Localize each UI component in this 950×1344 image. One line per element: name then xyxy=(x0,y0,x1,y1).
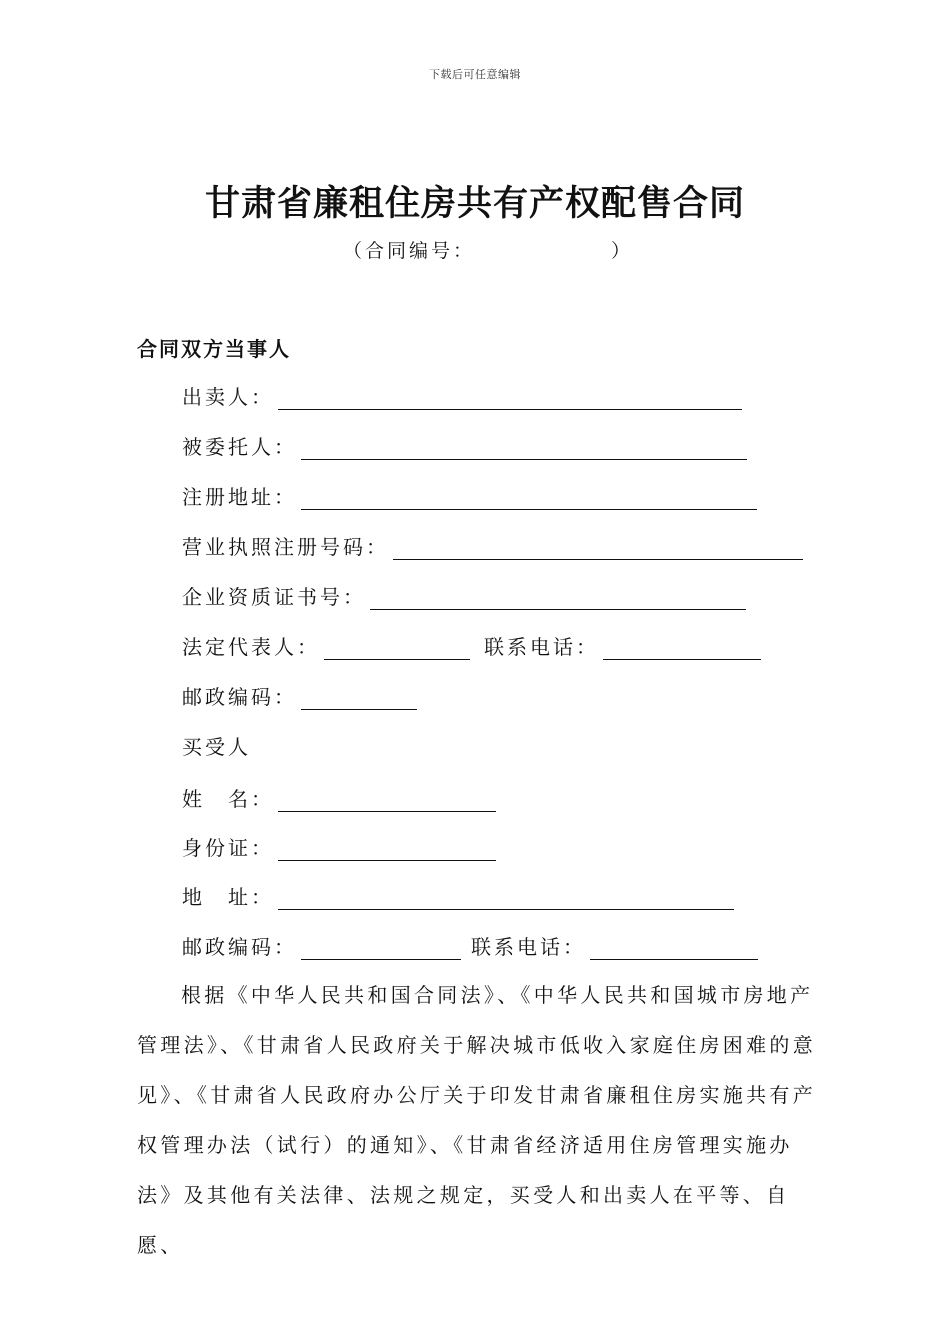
registered-address-field[interactable] xyxy=(301,487,757,510)
legal-rep-label: 法定代表人： xyxy=(182,635,320,659)
seller-phone-field[interactable] xyxy=(603,637,761,660)
header-note: 下载后可任意编辑 xyxy=(429,68,521,81)
buyer-address-label: 地 址： xyxy=(182,885,274,909)
seller-postcode-field[interactable] xyxy=(301,687,417,710)
buyer-heading xyxy=(182,728,251,760)
buyer-name-field[interactable] xyxy=(278,789,496,812)
buyer-postcode-label: 邮政编码： xyxy=(182,935,297,959)
qualification-field[interactable] xyxy=(370,587,746,610)
legal-rep-row xyxy=(182,628,761,660)
buyer-name-label: 姓 名： xyxy=(182,787,274,811)
buyer-postcode-field[interactable] xyxy=(301,937,461,960)
legal-basis-text: 根据《中华人民共和国合同法》、《中华人民共和国城市房地产管理法》、《甘肃省人民政府关于解决城市低收入家庭住房困难的意见》、《甘肃省人民政府办公厅关于印发甘肃省廉租住房实施共有产权管理办法（试行）的通知》、《甘肃省经济适用住房管理实施办法》及其他有关法律、法规之规定，买受人和出卖人在平等、自愿、 xyxy=(137,983,816,1257)
business-license-row xyxy=(182,528,803,560)
qualification-label: 企业资质证书号： xyxy=(182,585,366,609)
business-license-field[interactable] xyxy=(393,537,803,560)
seller-name-row xyxy=(182,378,742,410)
buyer-phone-field[interactable] xyxy=(590,937,758,960)
buyer-postcode-row xyxy=(182,928,758,960)
seller-phone-label: 联系电话： xyxy=(484,635,599,659)
registered-address-label: 注册地址： xyxy=(182,485,297,509)
parties-heading: 合同双方当事人 xyxy=(137,337,291,361)
agent-label: 被委托人： xyxy=(182,435,297,459)
contract-number xyxy=(343,236,633,266)
agent-field[interactable] xyxy=(301,437,747,460)
agent-row xyxy=(182,428,747,460)
seller-name-field[interactable] xyxy=(278,387,742,410)
buyer-heading-label: 买受人 xyxy=(182,735,251,759)
registered-address-row xyxy=(182,478,757,510)
buyer-name-row xyxy=(182,780,496,812)
buyer-address-row xyxy=(182,878,734,910)
contract-number-close: ） xyxy=(610,240,633,262)
buyer-id-label: 身份证： xyxy=(182,836,274,860)
buyer-id-field[interactable] xyxy=(278,838,496,861)
buyer-address-field[interactable] xyxy=(278,887,734,910)
legal-rep-field[interactable] xyxy=(324,637,470,660)
buyer-phone-label: 联系电话： xyxy=(471,935,586,959)
buyer-id-row xyxy=(182,829,496,861)
seller-postcode-row xyxy=(182,678,417,710)
contract-number-label: （合同编号： xyxy=(343,240,476,262)
seller-name-label: 出卖人： xyxy=(182,385,274,409)
seller-postcode-label: 邮政编码： xyxy=(182,685,297,709)
legal-basis-paragraph xyxy=(137,970,827,1270)
business-license-label: 营业执照注册号码： xyxy=(182,535,389,559)
qualification-row xyxy=(182,578,746,610)
document-title: 甘肃省廉租住房共有产权配售合同 xyxy=(204,183,745,224)
